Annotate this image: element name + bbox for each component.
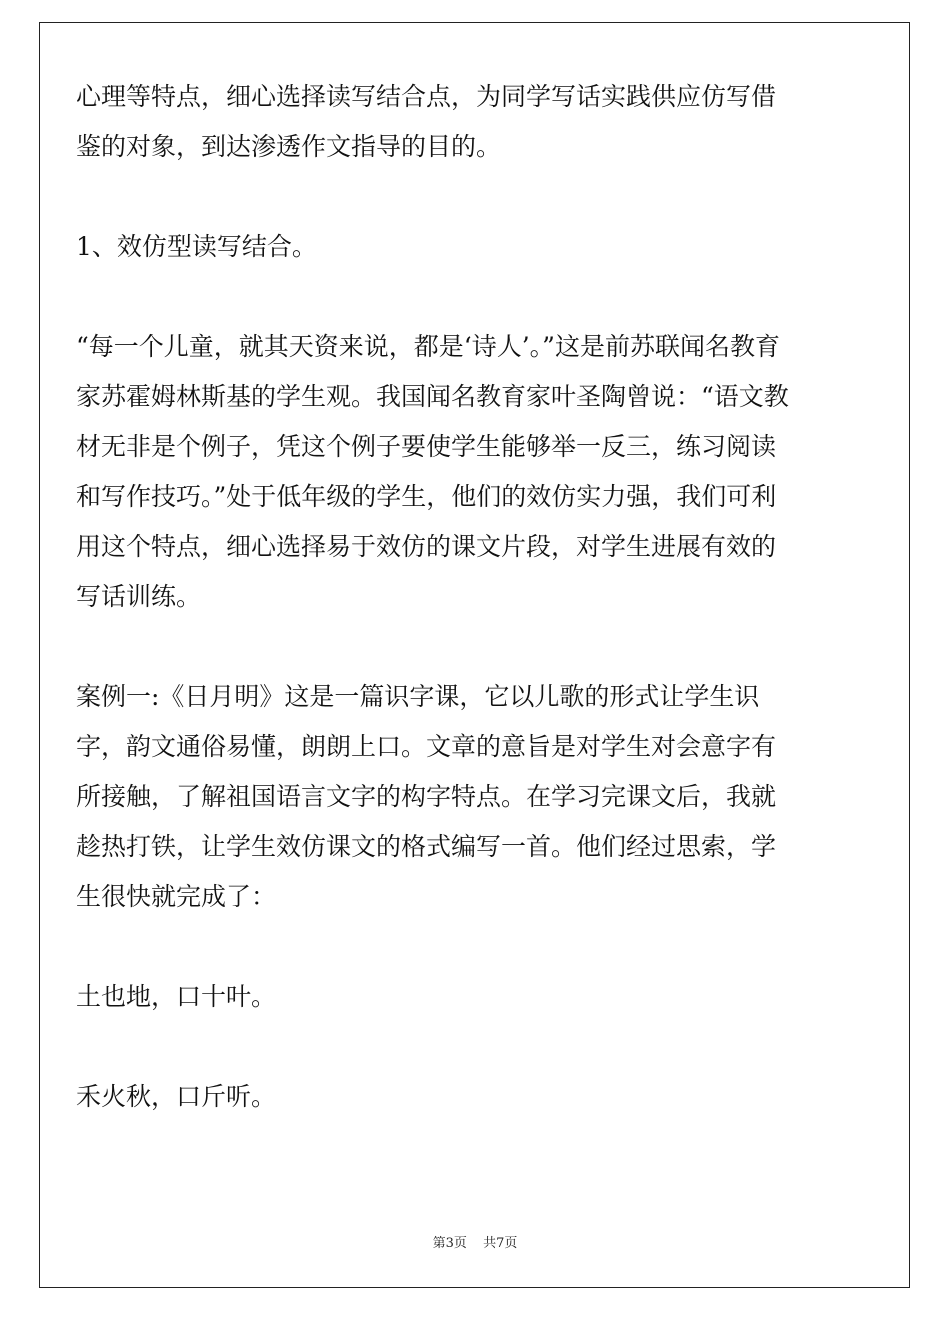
paragraph-quote: “每一个儿童，就其天资来说，都是‘诗人’。”这是前苏联闻名教育家苏霍姆林斯基的学生观。我国闻名教育家叶圣陶曾说：“语文教材无非是个例子，凭这个例子要使学生能够举一反三，练习阅读和写作技巧。”处于低年级的学生，他们的效仿实力强，我们可利用这个特点，细心选择易于效仿的课文片段，对学生进展有效的写话训练。	[76, 332, 789, 611]
paragraph-spacer	[76, 622, 796, 672]
paragraph-spacer	[76, 272, 796, 322]
paragraph-spacer	[76, 172, 796, 222]
document-body	[76, 72, 796, 1122]
page-footer	[0, 1232, 950, 1251]
paragraph-spacer	[76, 1022, 796, 1072]
paragraph-spacer	[76, 922, 796, 972]
verse-line-2: 禾火秋，口斤听。	[76, 1082, 277, 1111]
page-total: 共7页	[483, 1236, 518, 1251]
paragraph-intro: 心理等特点，细心选择读写结合点，为同学写话实践供应仿写借鉴的对象，到达渗透作文指导的目的。	[76, 82, 777, 161]
page-number: 第3页	[432, 1236, 467, 1251]
verse-line-1: 土也地，口十叶。	[76, 982, 277, 1011]
paragraph-case-one: 案例一:《日月明》这是一篇识字课，它以儿歌的形式让学生识字，韵文通俗易懂，朗朗上口。文章的意旨是对学生对会意字有所接触，了解祖国语言文字的构字特点。在学习完课文后，我就趁热打铁，让学生效仿课文的格式编写一首。他们经过思索，学生很快就完成了：	[76, 682, 777, 911]
section-heading: 1、效仿型读写结合。	[76, 232, 317, 261]
